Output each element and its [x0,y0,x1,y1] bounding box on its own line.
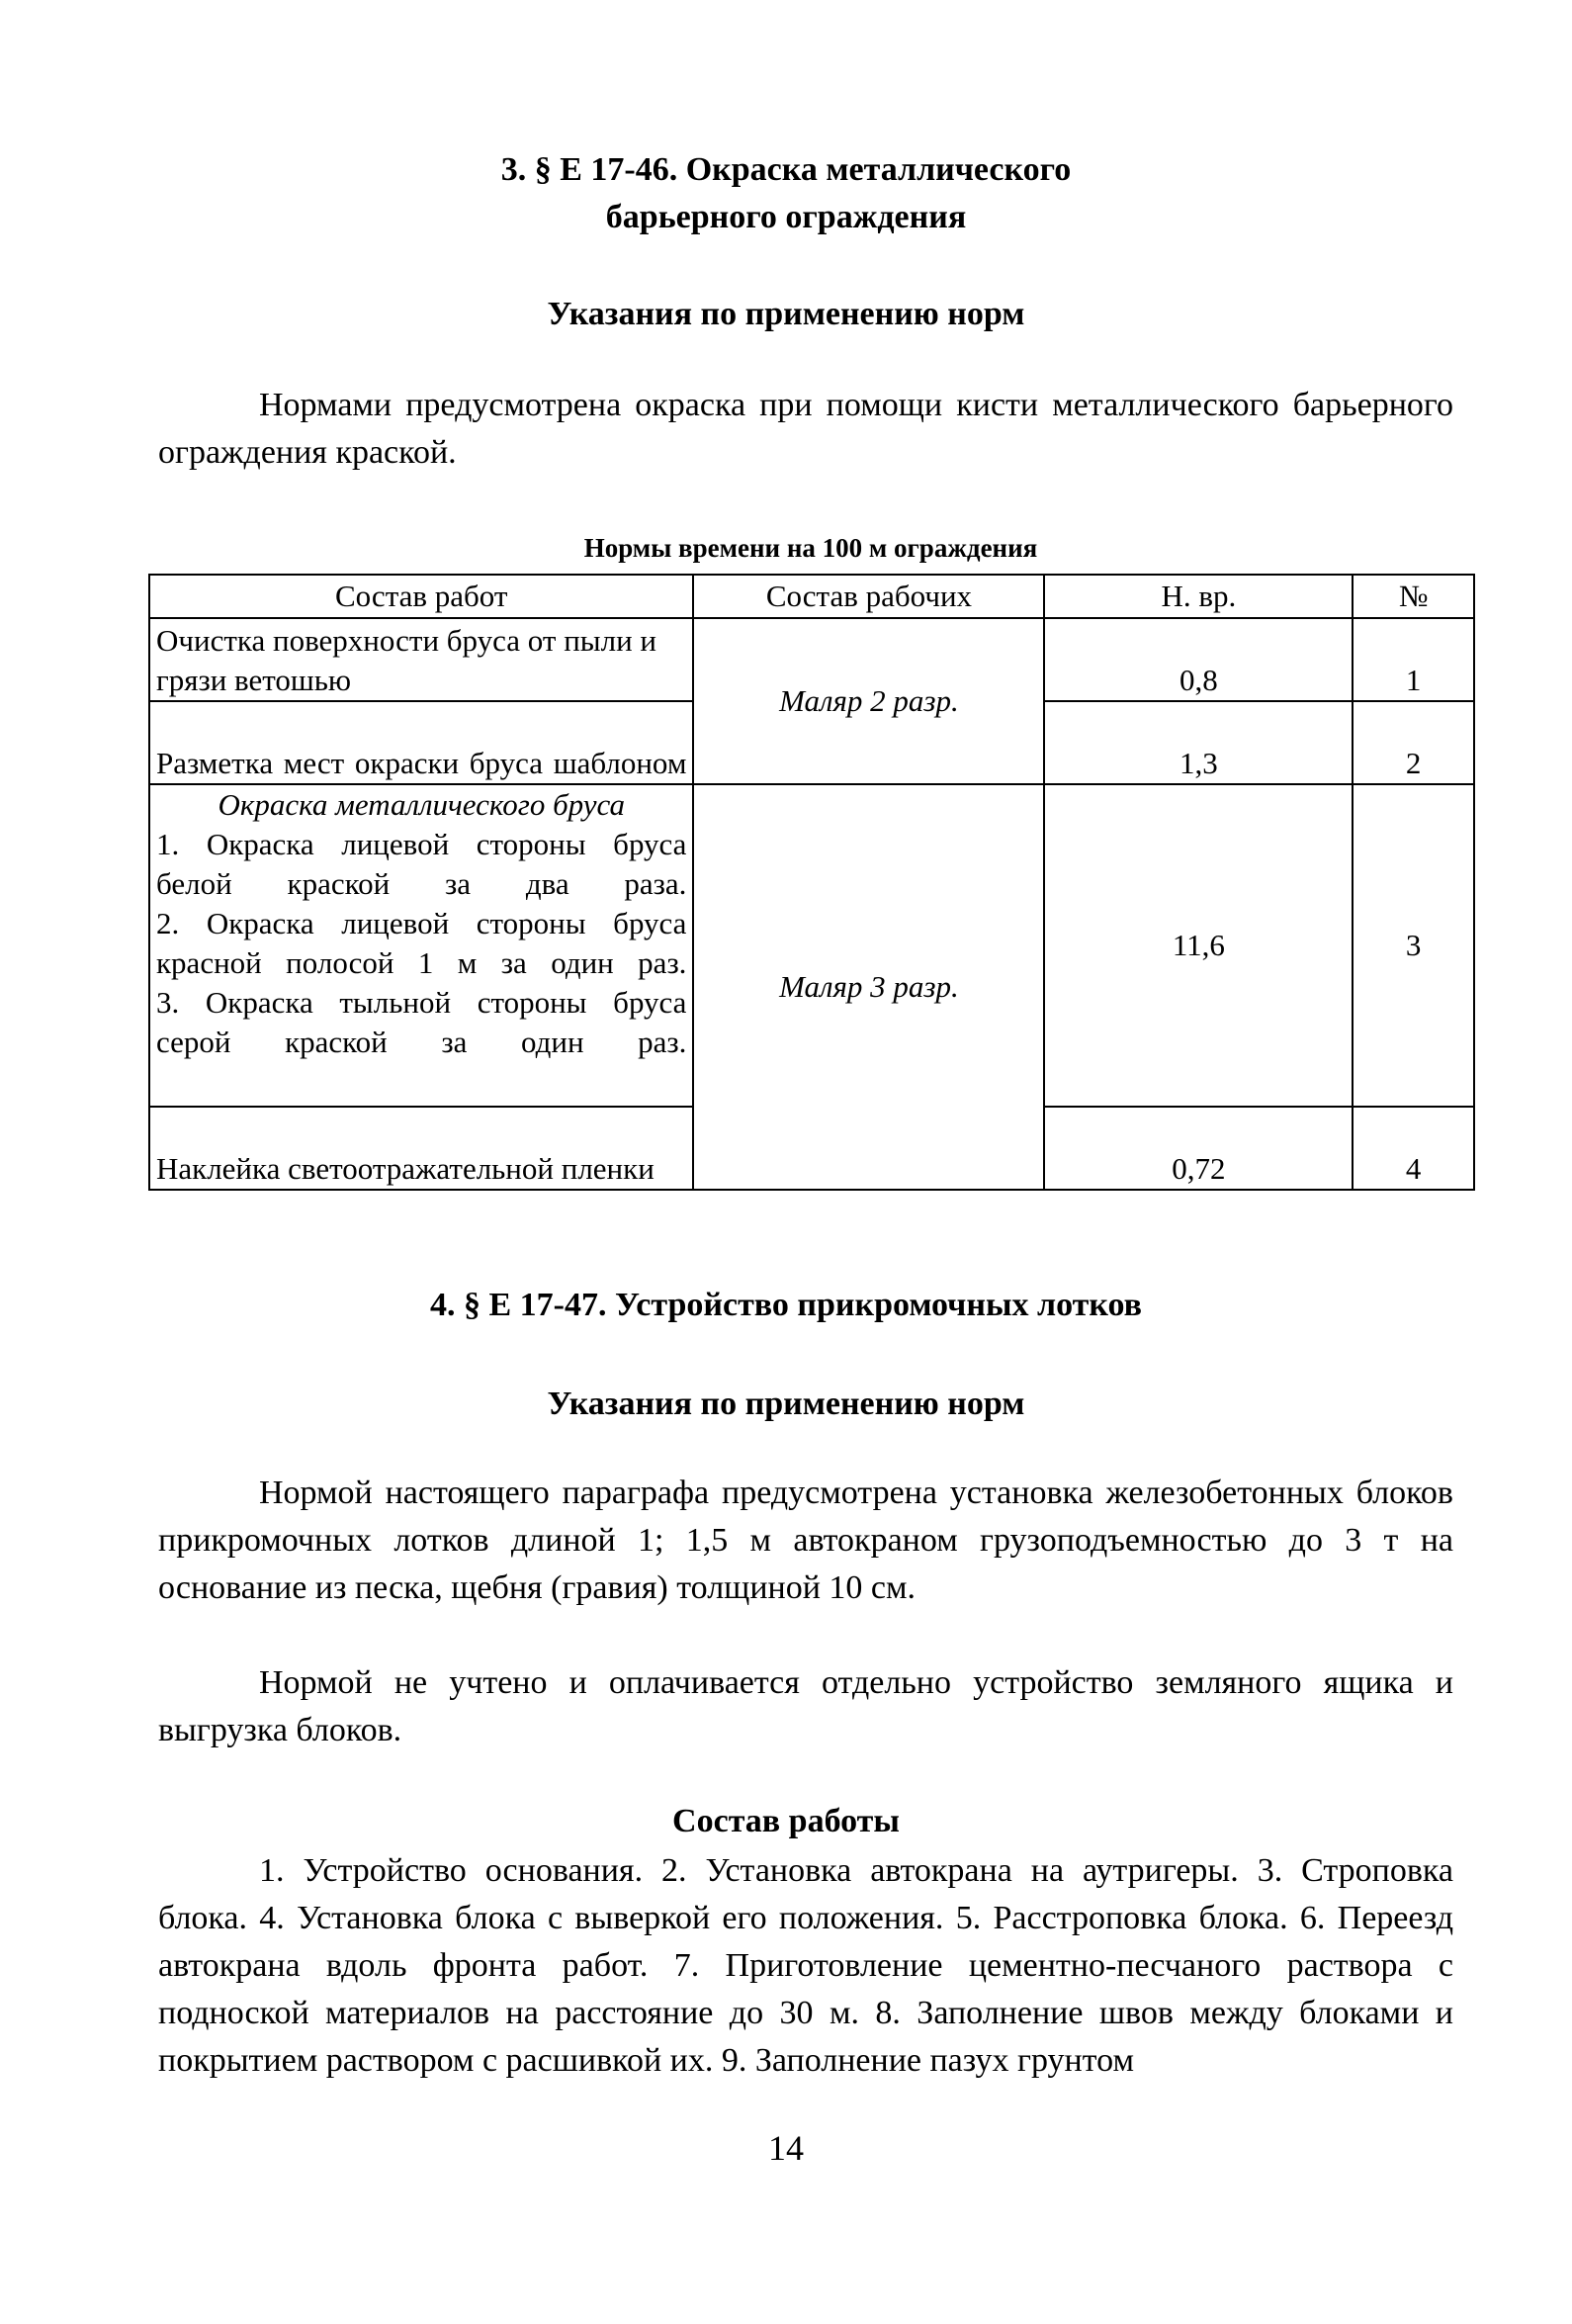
workers-group2: Маляр 3 разр. [693,784,1044,1190]
row2-norm: 1,3 [1044,701,1353,784]
row3-number: 3 [1353,784,1474,1107]
row3-step3: 3. Окраска тыльной стороны бруса серой краской за один раз. [156,985,687,1059]
row3-norm: 11,6 [1044,784,1353,1107]
row3-work-title: Окраска металлического бруса [218,787,625,822]
page-number: 14 [768,2128,804,2168]
header-number: № [1353,575,1474,618]
section4-title: 4. § Е 17-47. Устройство прикромочных лотков [430,1287,1142,1323]
section3-paragraph: Нормами предусмотрена окраска при помощи кисти металлического барьерного ограждения краской. [158,387,1453,471]
row1-number: 1 [1353,618,1474,701]
header-workers: Состав рабочих [693,575,1044,618]
section3-title-line2: барьерного ограждения [605,199,967,235]
header-norm: Н. вр. [1044,575,1353,618]
row2-number: 2 [1353,701,1474,784]
row3-step1: 1. Окраска лицевой стороны бруса белой краской за два раза. [156,827,687,901]
workers-group1: Маляр 2 разр. [693,618,1044,784]
header-work: Состав работ [149,575,693,618]
table-caption: Нормы времени на 100 м ограждения [583,533,1038,563]
section4-work-paragraph: 1. Устройство основания. 2. Установка автокрана на аутригеры. 3. Строповка блока. 4. Установка блока с выверкой его положения. 5. Расстроповка блока. 6. Переезд автокрана вдоль фронта работ. 7. Приготовление цементно-песчаного раствора с подноской материалов на расстояние до 30 м. 8. Заполнение швов между блоками и покрытием раствором с расшивкой их. 9. Заполнение пазух грунтом [158,1852,1453,2079]
section3-title-line1: 3. § Е 17-46. Окраска металлического [500,151,1072,188]
row1-work: Очистка поверхности бруса от пыли и грязи ветошью [149,618,693,701]
norms-table [148,574,1475,1191]
section3-guidance-heading: Указания по применению норм [547,296,1025,332]
table-header-row [149,575,1474,618]
section4-paragraph1: Нормой настоящего параграфа предусмотрена установка железобетонных блоков прикромочных лотков длиной 1; 1,5 м автокраном грузоподъемностью до 3 т на основание из песка, щебня (гравия) толщиной 10 см. [158,1475,1453,1606]
row3-work [149,784,693,1107]
row4-work: Наклейка светоотражательной пленки [149,1107,693,1190]
row2-work: Разметка мест окраски бруса шаблоном [149,701,693,784]
section4-paragraph2: Нормой не учтено и оплачивается отдельно устройство земляного ящика и выгрузка блоков. [158,1664,1453,1748]
section4-guidance-heading: Указания по применению норм [547,1385,1025,1422]
row3-step2: 2. Окраска лицевой стороны бруса красной полосой 1 м за один раз. [156,906,687,980]
row4-number: 4 [1353,1107,1474,1190]
section4-work-heading: Состав работы [672,1803,900,1839]
row1-norm: 0,8 [1044,618,1353,701]
row4-norm: 0,72 [1044,1107,1353,1190]
table-row [149,784,1474,1107]
table-row [149,618,1474,701]
